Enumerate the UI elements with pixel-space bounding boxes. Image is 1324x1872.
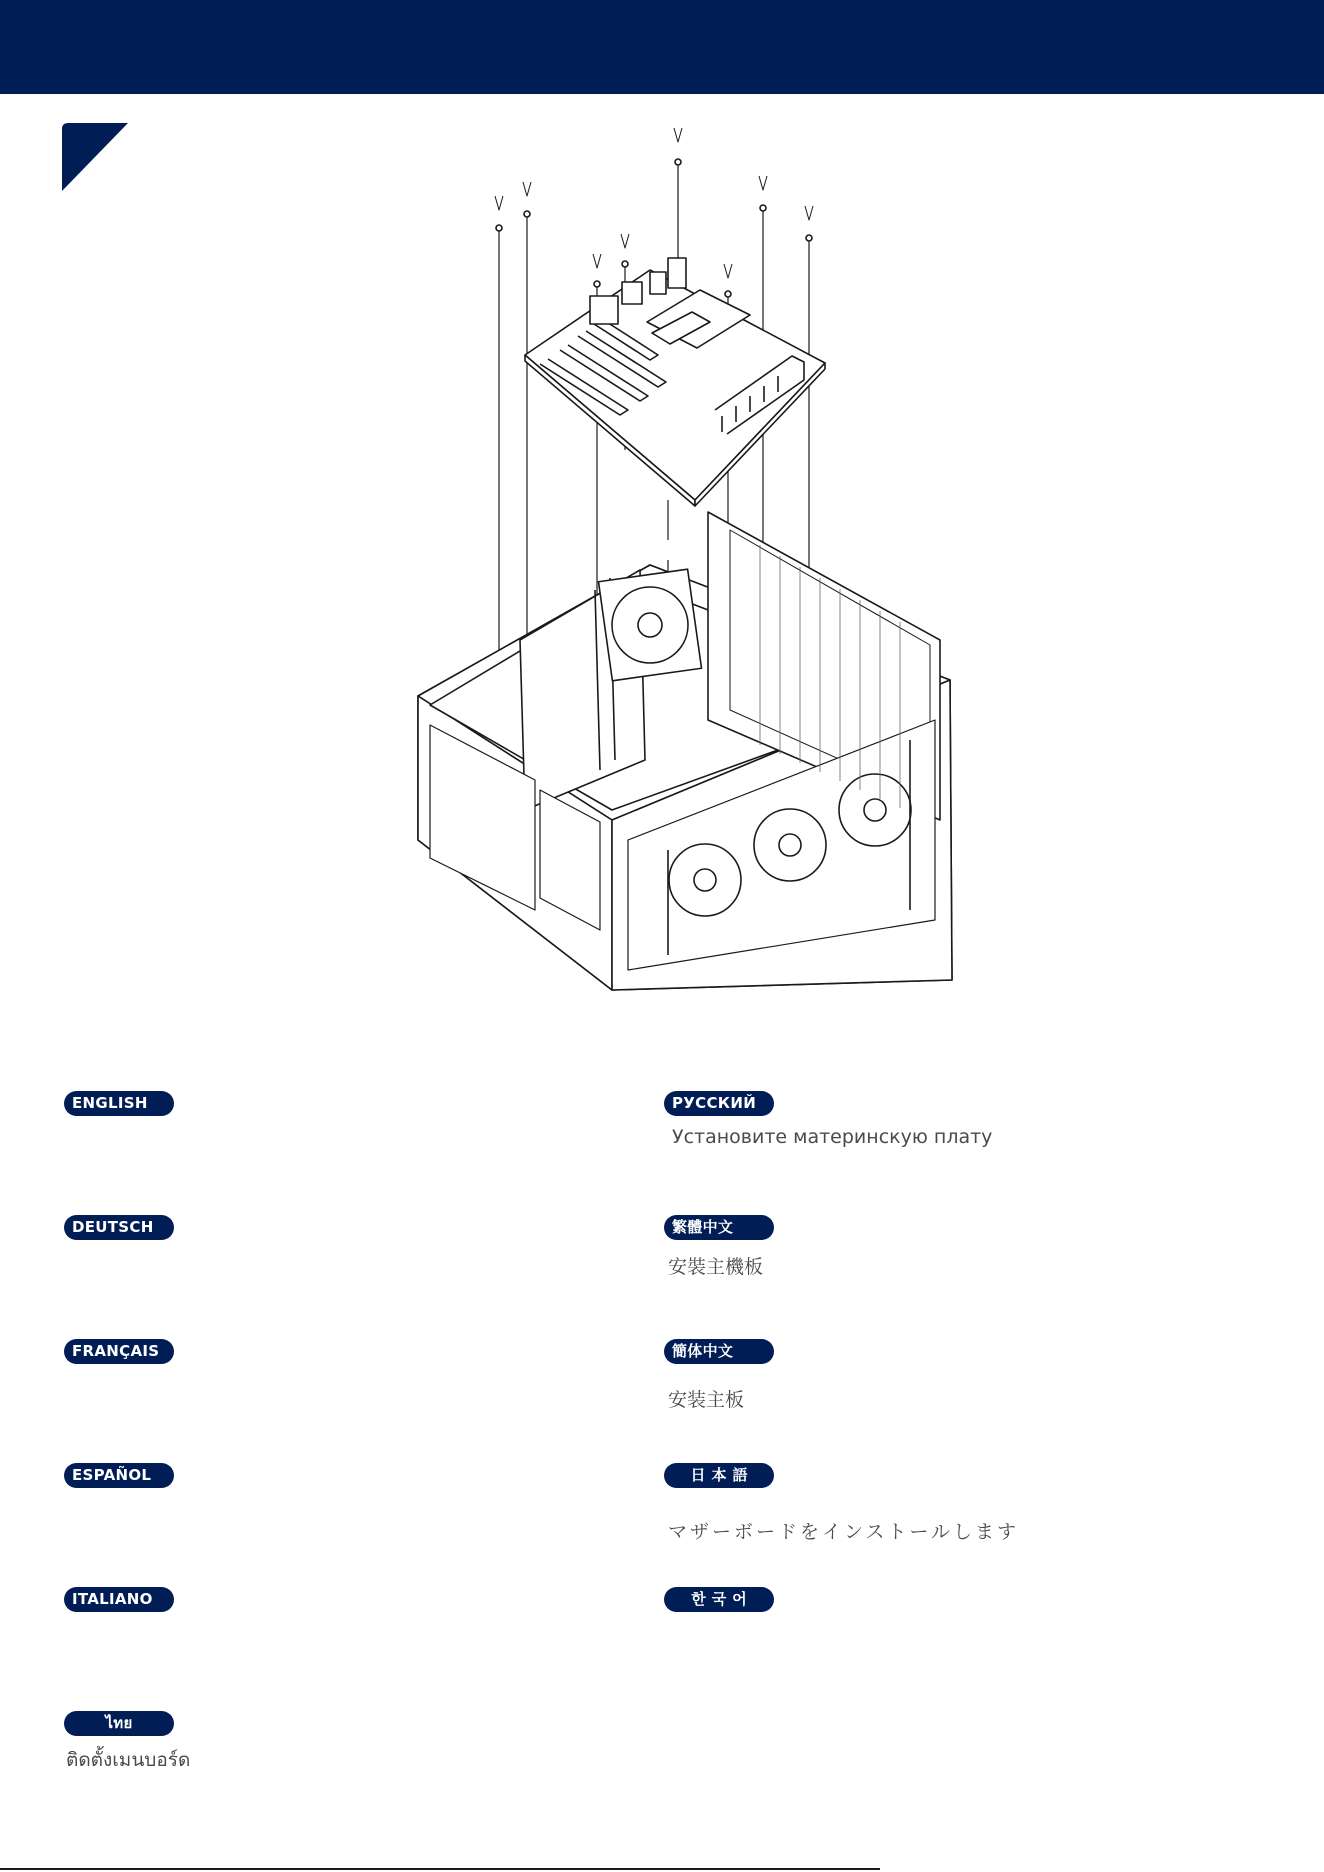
lang-text-traditional-chinese: 安裝主機板	[668, 1256, 764, 1278]
lang-block-francais	[64, 1339, 174, 1368]
lang-label-simplified-chinese: 簡体中文	[664, 1339, 774, 1364]
lang-label-francais: FRANÇAIS	[64, 1339, 174, 1364]
computer-case	[418, 512, 952, 990]
lang-block-traditional-chinese	[664, 1215, 774, 1244]
lang-block-russian	[664, 1091, 774, 1120]
lang-block-thai	[64, 1711, 174, 1740]
lang-label-thai: ไทย	[64, 1711, 174, 1736]
motherboard	[525, 258, 825, 506]
lang-label-korean: 한국어	[664, 1587, 774, 1612]
lang-block-espanol	[64, 1463, 174, 1492]
lang-text-thai: ติดตั้งเมนบอร์ด	[66, 1749, 191, 1771]
lang-text-simplified-chinese: 安装主板	[668, 1389, 745, 1411]
lang-text-japanese: マザーボードをインストールします	[668, 1521, 1020, 1543]
step-tab-icon	[62, 123, 130, 191]
lang-block-japanese	[664, 1463, 774, 1492]
lang-label-traditional-chinese: 繁體中文	[664, 1215, 774, 1240]
lang-block-italiano	[64, 1587, 174, 1616]
lang-block-simplified-chinese	[664, 1339, 774, 1368]
lang-text-russian: Установите материнскую плату	[672, 1126, 993, 1148]
lang-label-deutsch: DEUTSCH	[64, 1215, 174, 1240]
lang-label-english: ENGLISH	[64, 1091, 174, 1116]
lang-block-english	[64, 1091, 174, 1120]
lang-label-espanol: ESPAÑOL	[64, 1463, 174, 1488]
motherboard-install-diagram-icon	[400, 120, 990, 1010]
lang-label-russian: РУССКИЙ	[664, 1091, 774, 1116]
lang-label-japanese: 日本語	[664, 1463, 774, 1488]
lang-block-deutsch	[64, 1215, 174, 1244]
screw-tips	[495, 128, 813, 278]
footer-rule	[0, 1868, 880, 1870]
lang-label-italiano: ITALIANO	[64, 1587, 174, 1612]
lang-block-korean	[664, 1587, 774, 1616]
header-bar	[0, 0, 1324, 94]
